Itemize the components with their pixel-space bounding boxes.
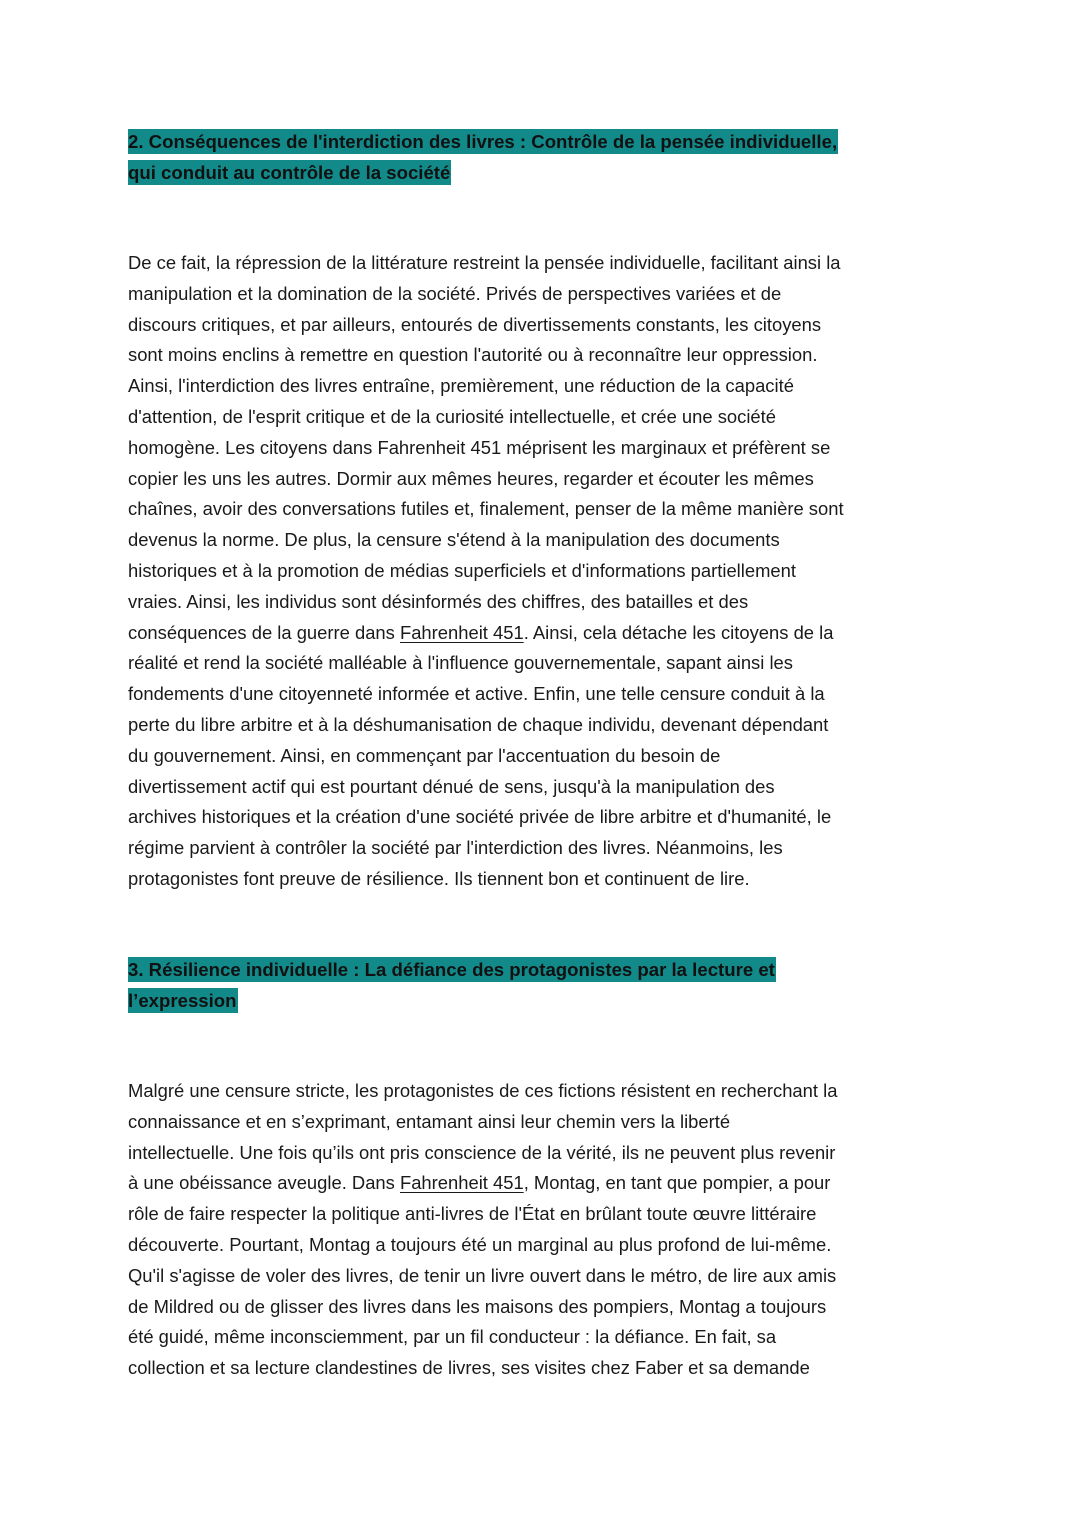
body-line: d'attention, de l'esprit critique et de la curiosité intellectuelle, et crée une société	[128, 405, 777, 427]
body-line: intellectuelle. Une fois qu’ils ont pris conscience de la vérité, ils ne peuvent plus revenir	[128, 1141, 836, 1163]
body-line: homogène. Les citoyens dans Fahrenheit 451 méprisent les marginaux et préfèrent se	[128, 436, 831, 458]
highlighted-heading-text: 3. Résilience individuelle : La défiance des protagonistes par la lecture et	[128, 959, 775, 980]
body-line: découverte. Pourtant, Montag a toujours été un marginal au plus profond de lui-même.	[128, 1233, 832, 1255]
body-line	[128, 1168, 837, 1199]
body-line: été guidé, même inconsciemment, par un fil conducteur : la défiance. En fait, sa	[128, 1326, 777, 1348]
book-title-link[interactable]: Fahrenheit 451	[399, 621, 524, 643]
body-line: historiques et à la promotion de médias superficiels et d'informations partiellement	[128, 559, 796, 581]
body-line	[128, 618, 844, 649]
body-line: copier les uns les autres. Dormir aux mêmes heures, regarder et écouter les mêmes	[128, 467, 814, 489]
body-line: réalité et rend la société malléable à l'influence gouvernementale, sapant ainsi les	[128, 652, 793, 674]
body-line: sont moins enclins à remettre en question l'autorité ou à reconnaître leur oppression.	[128, 344, 818, 366]
heading-line	[128, 955, 776, 986]
body-line: vraies. Ainsi, les individus sont désinformés des chiffres, des batailles et des	[128, 590, 749, 612]
body-line: perte du libre arbitre et à la déshumanisation de chaque individu, devenant dépendant	[128, 713, 829, 735]
body-line: connaissance et en s’exprimant, entamant ainsi leur chemin vers la liberté	[128, 1110, 731, 1132]
text-segment: à une obéissance aveugle. Dans	[128, 1172, 400, 1194]
text-segment: . Ainsi, cela détache les citoyens de la	[523, 621, 834, 643]
section-3-heading	[128, 955, 776, 1016]
text-segment: , Montag, en tant que pompier, a pour	[523, 1172, 831, 1194]
heading-line	[128, 986, 776, 1017]
heading-line	[128, 158, 838, 189]
heading-line	[128, 127, 838, 158]
body-line: Malgré une censure stricte, les protagonistes de ces fictions résistent en recherchant la	[128, 1080, 838, 1101]
body-line: Qu'il s'agisse de voler des livres, de tenir un livre ouvert dans le métro, de lire aux amis	[128, 1264, 837, 1286]
body-line: divertissement actif qui est pourtant dénué de sens, jusqu'à la manipulation des	[128, 775, 775, 797]
body-line: manipulation et la domination de la société. Privés de perspectives variées et de	[128, 282, 782, 304]
body-line: archives historiques et la création d'une société privée de libre arbitre et d'humanité, le	[128, 806, 832, 828]
body-line: fondements d'une citoyenneté informée et active. Enfin, une telle censure conduit à la	[128, 683, 825, 705]
body-line: collection et sa lecture clandestines de livres, ses visites chez Faber et sa demande	[128, 1357, 810, 1379]
book-title-link[interactable]: Fahrenheit 451	[399, 1172, 524, 1194]
body-line: Ainsi, l'interdiction des livres entraîne, premièrement, une réduction de la capacité	[128, 375, 794, 397]
body-line: discours critiques, et par ailleurs, entourés de divertissements constants, les citoyens	[128, 313, 822, 335]
body-line: de Mildred ou de glisser des livres dans les maisons des pompiers, Montag a toujours	[128, 1295, 827, 1317]
body-line: chaînes, avoir des conversations futiles et, finalement, penser de la même manière sont	[128, 498, 844, 520]
section-2-heading	[128, 127, 838, 188]
body-line: du gouvernement. Ainsi, en commençant par l'accentuation du besoin de	[128, 744, 721, 766]
body-line: De ce fait, la répression de la littérature restreint la pensée individuelle, facilitant ainsi la	[128, 252, 841, 273]
highlighted-heading-text: 2. Conséquences de l'interdiction des livres : Contrôle de la pensée individuelle,	[128, 131, 838, 152]
section-2-body	[128, 248, 844, 895]
text-segment: conséquences de la guerre dans	[128, 621, 400, 643]
section-3-body	[128, 1076, 837, 1384]
highlighted-heading-text: qui conduit au contrôle de la société	[128, 161, 451, 183]
body-line: protagonistes font preuve de résilience. Ils tiennent bon et continuent de lire.	[128, 867, 750, 889]
body-line: rôle de faire respecter la politique anti-livres de l'État en brûlant toute œuvre littéraire	[128, 1203, 817, 1225]
body-line: devenus la norme. De plus, la censure s'étend à la manipulation des documents	[128, 529, 780, 551]
highlighted-heading-text: l’expression	[128, 989, 237, 1011]
body-line: régime parvient à contrôler la société par l'interdiction des livres. Néanmoins, les	[128, 837, 783, 859]
